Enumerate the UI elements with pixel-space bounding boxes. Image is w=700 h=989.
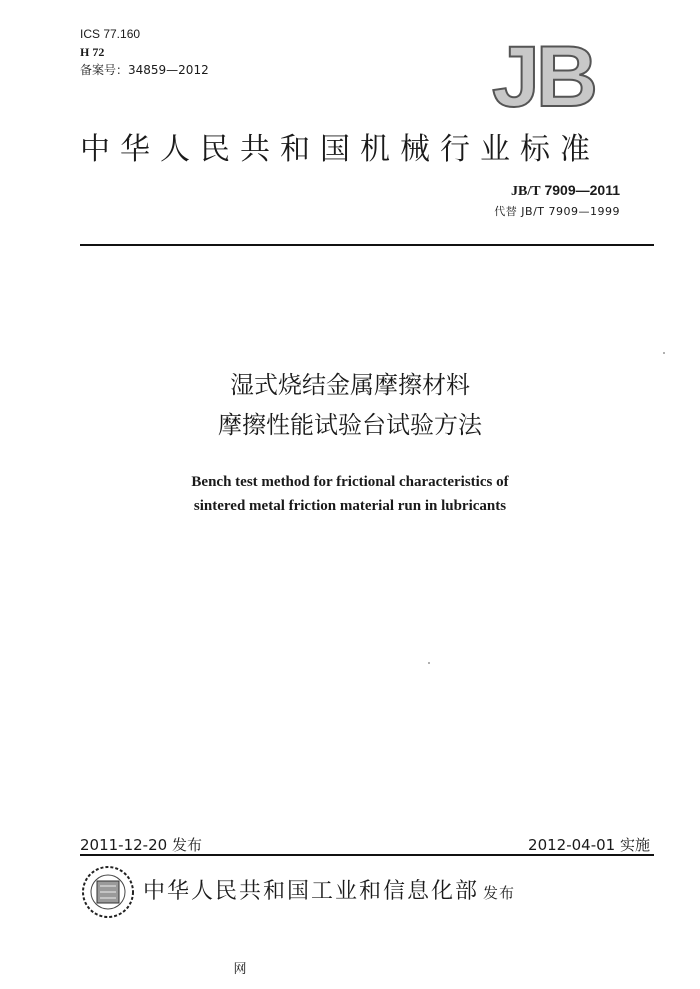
issuer-name: 中华人民共和国工业和信息化部 — [143, 879, 480, 904]
chinese-title — [0, 365, 700, 445]
footer-mark: 网 — [233, 962, 247, 977]
jb-logo-icon — [490, 36, 620, 114]
scan-speck — [663, 352, 665, 354]
chinese-title-line-1: 湿式烧结金属摩擦材料 — [230, 371, 470, 399]
publish-date: 2011-12-20 发布 — [80, 836, 202, 854]
record-number: 备案号：34859—2012 — [80, 63, 209, 77]
english-title-line-1: Bench test method for frictional characteristics of — [191, 474, 509, 490]
ministry-seal-icon — [80, 864, 136, 920]
ccs-code: H 72 — [80, 45, 105, 59]
replaces-standard: 代替 JB/T 7909—1999 — [494, 205, 620, 218]
issuer-suffix: 发布 — [483, 884, 516, 902]
classification-block — [80, 25, 209, 79]
top-divider — [80, 244, 654, 246]
standard-number — [494, 182, 620, 200]
chinese-title-line-2: 摩擦性能试验台试验方法 — [218, 411, 482, 439]
scan-speck — [428, 662, 430, 664]
jb-logo-text: JB — [492, 36, 594, 114]
english-title — [0, 470, 700, 518]
bottom-divider — [80, 854, 654, 856]
standard-number-block — [494, 182, 620, 219]
english-title-line-2: sintered metal friction material run in lubricants — [193, 498, 507, 514]
series-title: 中华人民共和国机械行业标准 — [80, 132, 600, 167]
standard-number-prefix: JB/T — [511, 184, 541, 199]
issuing-authority — [143, 874, 515, 905]
standard-number-value: 7909—2011 — [540, 182, 620, 198]
ics-code: ICS 77.160 — [80, 27, 141, 41]
implement-date: 2012-04-01 实施 — [528, 836, 650, 854]
